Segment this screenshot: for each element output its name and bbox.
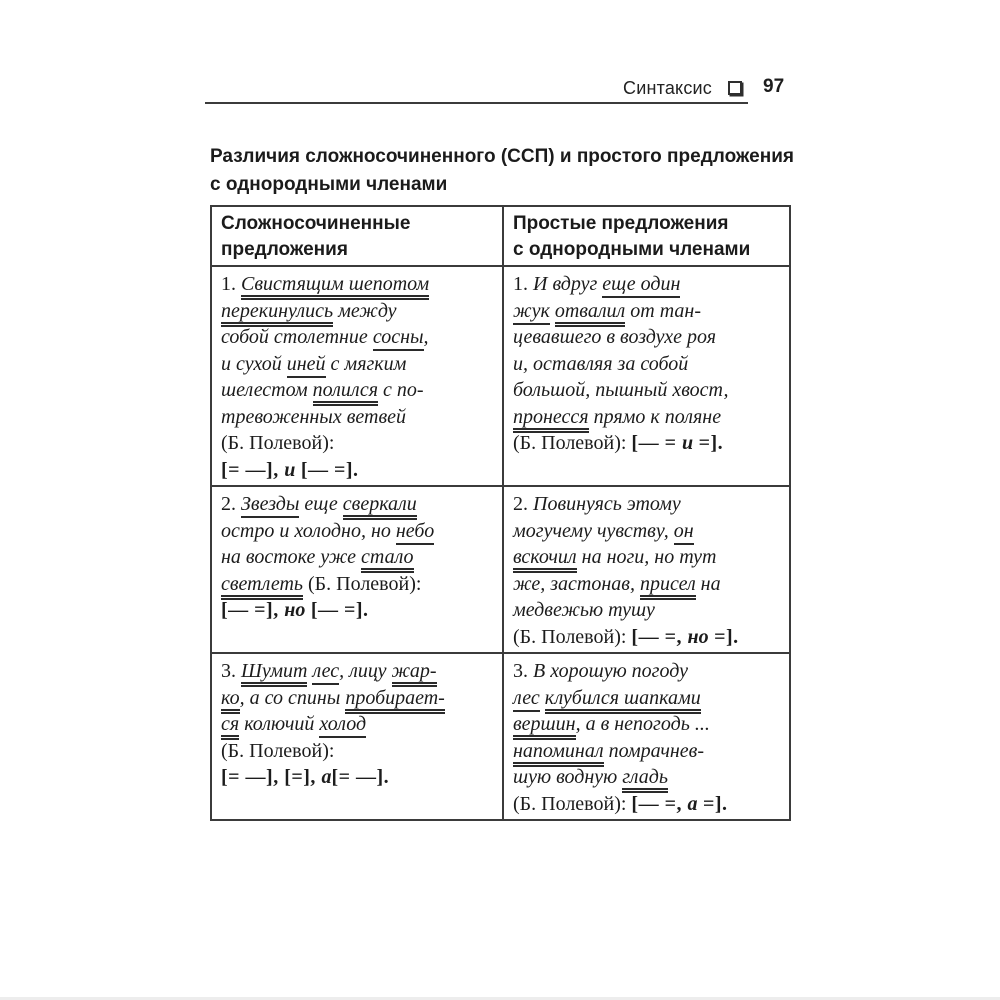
text-segment: и, оставляя за собой	[513, 352, 689, 375]
table-header-simple	[503, 206, 790, 266]
text-segment-r: (Б. Полевой):	[513, 625, 632, 648]
text-segment: на ноги, но тут	[576, 546, 717, 568]
text-segment-u2: отвалил	[555, 300, 625, 327]
text-segment-si: а	[321, 766, 332, 788]
comparison-table	[210, 205, 791, 821]
cell-example-1-compound	[211, 266, 503, 486]
text-segment: И вдруг	[533, 273, 603, 295]
text-segment: прямо к поляне	[588, 405, 722, 428]
page-title-line-2: с однородными членами	[210, 174, 448, 195]
text-segment: на востоке уже	[221, 546, 361, 568]
text-segment: шелестом	[221, 379, 313, 401]
text-segment: предложения	[221, 239, 348, 260]
text-segment-u2: пронесся	[513, 406, 589, 433]
text-segment-si: и	[284, 458, 296, 481]
text-segment-si: а	[687, 792, 698, 815]
text-segment-u1: небо	[396, 520, 434, 545]
text-segment-s: [— =	[631, 432, 682, 454]
text-segment: же, застонав,	[513, 572, 640, 595]
text-segment-u2: светлеть	[221, 573, 303, 600]
text-segment: с мягким	[325, 352, 407, 375]
text-segment: тревоженных ветвей	[221, 405, 407, 428]
section-label: Синтаксис	[623, 78, 712, 98]
text-segment: на	[695, 572, 721, 595]
text-segment-u1: лес	[312, 660, 339, 685]
text-segment-u2: присел	[640, 573, 696, 600]
table-row	[211, 653, 790, 820]
text-segment-r: 2.	[221, 493, 241, 515]
text-segment-u2: вершин	[513, 713, 576, 740]
table-row	[211, 266, 790, 486]
text-segment: помрачнев-	[603, 739, 704, 762]
cell-example-3-simple	[503, 653, 790, 820]
text-segment-u2: вскочил	[513, 546, 577, 573]
shadowed-square-icon	[728, 81, 742, 95]
text-segment-u1: Звезды	[241, 493, 299, 518]
text-segment-s: =].	[708, 625, 739, 648]
running-head	[205, 78, 748, 99]
text-segment: Сложносочиненные	[221, 213, 411, 234]
text-segment-s: [= —].	[331, 766, 390, 788]
text-segment-u1: еще один	[602, 273, 680, 298]
text-segment	[540, 687, 545, 709]
text-segment: остро и холодно, но	[221, 519, 396, 542]
page-title	[210, 143, 794, 199]
cell-example-1-simple	[503, 266, 790, 486]
text-segment: , лицу	[339, 660, 392, 682]
text-segment: еще	[299, 493, 343, 515]
text-segment: между	[333, 299, 397, 322]
text-segment: от тан-	[625, 299, 701, 322]
text-segment: , а в непогодь ...	[575, 713, 710, 735]
text-segment-r: (Б. Полевой):	[221, 432, 335, 454]
text-segment-u1: жук	[513, 300, 550, 325]
cell-example-2-compound	[211, 486, 503, 653]
text-segment-si: и	[681, 432, 694, 454]
table-header-compound	[211, 206, 503, 266]
text-segment: Повинуясь этому	[533, 493, 681, 515]
text-segment-r: 1.	[513, 273, 533, 295]
text-segment-s: [— =,	[631, 792, 688, 815]
cell-example-3-compound	[211, 653, 503, 820]
table-row	[211, 486, 790, 653]
text-segment-s: =].	[693, 432, 724, 454]
text-segment: , а со спины	[239, 686, 346, 709]
text-segment-u2: гладь	[622, 766, 668, 793]
table-header-row	[211, 206, 790, 266]
text-segment-s: [— =,	[631, 625, 688, 648]
text-segment-r: (Б. Полевой):	[513, 432, 632, 454]
text-segment-r: (Б. Полевой):	[513, 792, 632, 815]
text-segment-u1: иней	[287, 353, 326, 378]
text-segment: собой столетние	[221, 326, 373, 348]
header-rule	[205, 102, 748, 104]
text-segment: с по-	[378, 379, 424, 401]
text-segment-u2: пробирает-	[345, 687, 445, 714]
text-segment-u2: Шумит	[241, 660, 307, 687]
text-segment: Простые предложения	[513, 213, 729, 234]
text-segment-s: [— =].	[305, 599, 369, 621]
cell-example-2-simple	[503, 486, 790, 653]
text-segment-s: [— =],	[221, 599, 285, 621]
text-segment-r: 1.	[221, 273, 241, 295]
text-segment: В хорошую погоду	[533, 660, 688, 682]
text-segment-s: [= —],	[221, 458, 285, 481]
page-title-line-1: Различия сложносочиненного (ССП) и простого предложения	[210, 146, 794, 167]
text-segment: шую водную	[513, 766, 623, 788]
text-segment-u2: клубился шапками	[545, 687, 701, 714]
text-segment-u2: жар-	[392, 660, 437, 687]
text-segment-r: (Б. Полевой):	[308, 572, 422, 595]
text-segment-u1: он	[674, 520, 694, 545]
text-segment-s: =].	[697, 792, 728, 815]
text-segment-si: но	[284, 599, 306, 621]
text-segment-u1: лес	[513, 687, 540, 712]
text-segment: колючий	[239, 713, 320, 735]
text-segment-u2: ко	[221, 687, 240, 714]
text-segment-s: [= —], [=],	[221, 766, 322, 788]
text-segment: большой, пышный хвост,	[513, 379, 729, 401]
text-segment: и сухой	[221, 352, 287, 375]
text-segment: ,	[423, 326, 429, 348]
text-segment-r: 3.	[513, 660, 533, 682]
text-segment: могучему чувству,	[513, 519, 674, 542]
text-segment-u1: холод	[319, 713, 366, 738]
text-segment-r: 3.	[221, 660, 241, 682]
text-segment-r: (Б. Полевой):	[221, 739, 335, 762]
page-number: 97	[763, 76, 785, 97]
text-segment-s: [— =].	[295, 458, 359, 481]
text-segment-r: 2.	[513, 493, 533, 515]
text-segment-u2: Свистящим шепотом	[241, 273, 429, 300]
text-segment-u2: полился	[313, 379, 378, 406]
text-segment: с однородными членами	[513, 239, 751, 260]
text-segment-u2: напоминал	[513, 740, 604, 767]
text-segment-u2: ся	[221, 713, 239, 740]
text-segment-u2: перекинулись	[221, 300, 333, 327]
text-segment-u2: стало	[361, 546, 414, 573]
text-segment: цевавшего в воздухе роя	[513, 326, 717, 348]
text-segment-si: но	[687, 625, 709, 648]
text-segment-u1: сосны	[373, 326, 424, 351]
text-segment: медвежью тушу	[513, 599, 655, 621]
text-segment-u2: сверкали	[343, 493, 417, 520]
